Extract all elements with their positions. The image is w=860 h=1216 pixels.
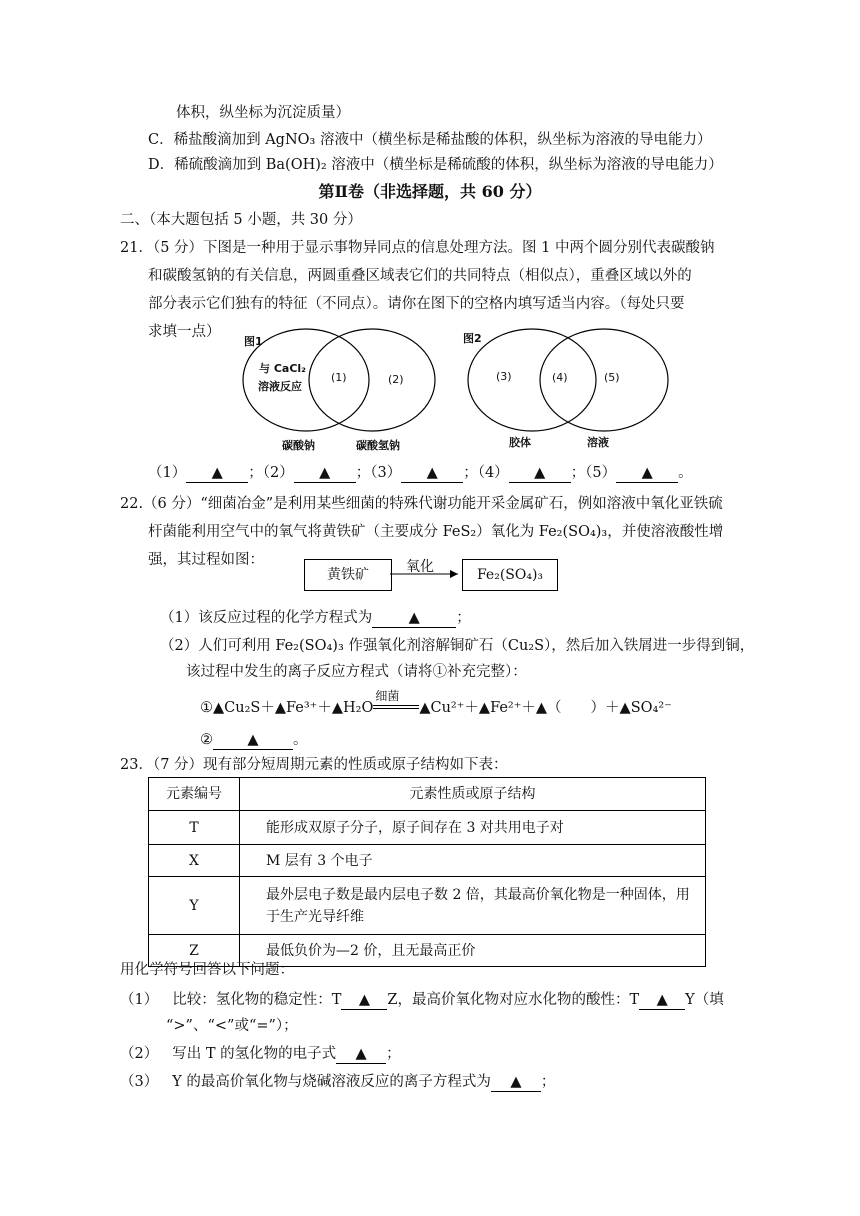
answer-blank-5[interactable]: ▲	[616, 464, 678, 483]
element-code: Z	[149, 935, 240, 967]
part-heading: 二、（本大题包括 5 小题，共 30 分）	[120, 212, 362, 228]
element-code: X	[149, 845, 240, 877]
table-row	[149, 877, 706, 935]
option-d: D．稀硫酸滴加到 Ba(OH)₂ 溶液中（横坐标是稀硫酸的体积，纵坐标为溶液的导电能力）	[148, 157, 723, 173]
fig2-mid: (4)	[552, 371, 568, 384]
acidity-blank[interactable]: ▲	[639, 991, 685, 1010]
q21-line3: 部分表示它们独有的特征（不同点）。请你在图下的空格内填写适当内容。（每处只要	[148, 296, 685, 312]
header-code: 元素编号	[149, 778, 240, 811]
electron-formula-blank[interactable]: ▲	[336, 1045, 386, 1064]
fig2-title: 图2	[463, 332, 482, 345]
prev-option-text: 体积，纵坐标为沉淀质量）	[176, 105, 350, 121]
q22-sub2-line2: 该过程中发生的离子反应方程式（请将①补充完整）：	[186, 664, 527, 680]
flow-arrow-label: 氧化	[406, 559, 434, 575]
fig2-right: (5)	[604, 371, 620, 384]
equation-blank[interactable]: ▲	[372, 609, 456, 628]
table-header	[149, 778, 706, 811]
flow-box-pyrite: 黄铁矿	[304, 559, 392, 591]
ionic-equation: ①▲Cu₂S＋▲Fe³⁺＋▲H₂O 细菌 ▲Cu²⁺＋▲Fe²⁺＋▲（ ）＋▲SO₄²⁻	[200, 689, 672, 716]
coef-mark[interactable]: ▲	[535, 700, 548, 716]
equation-2-blank[interactable]: ▲	[213, 731, 293, 750]
element-code: Y	[149, 877, 240, 935]
flow-box-product: Fe₂(SO₄)₃	[462, 559, 558, 591]
fig2-label-right: 溶液	[587, 436, 609, 449]
fig2-label-left: 胶体	[509, 436, 531, 449]
fig1-label-right: 碳酸氢钠	[356, 439, 400, 452]
element-table	[148, 777, 706, 967]
element-desc: 能形成双原子分子，原子间存在 3 对共用电子对	[240, 811, 706, 845]
answer-blank-3[interactable]: ▲	[401, 464, 463, 483]
fig1-left-text1: 与 CaCl₂	[259, 362, 306, 375]
element-code: T	[149, 811, 240, 845]
fig1-label-left: 碳酸钠	[282, 439, 315, 452]
coef-mark[interactable]: ▲	[419, 700, 431, 716]
q21-line2: 和碳酸氢钠的有关信息，两圆重叠区域表它们的共同特点（相似点），重叠区域以外的	[148, 268, 692, 284]
q22-sub2-line1: （2）人们可利用 Fe₂(SO₄)₃ 作强氧化剂溶解铜矿石（Cu₂S），然后加入铁屑进一步得到铜，	[160, 638, 755, 654]
q22-sub1: （1）该反应过程的化学方程式为 ▲ ；	[160, 610, 471, 626]
element-desc: 最低负价为—2 价，且无最高正价	[240, 935, 706, 967]
reaction-condition: 细菌	[373, 699, 419, 717]
answer-blank-2[interactable]: ▲	[294, 464, 356, 483]
ionic-equation-blank[interactable]: ▲	[491, 1073, 541, 1092]
q23-sub1: （1） 比较：氢化物的稳定性：T ▲ Z，最高价氧化物对应水化物的酸性：T ▲ Y（填	[120, 992, 724, 1008]
q21-line4: 求填一点）	[148, 324, 221, 340]
option-c: C．稀盐酸滴加到 AgNO₃ 溶液中（横坐标是稀盐酸的体积，纵坐标为溶液的导电能力）	[148, 132, 712, 148]
fig1-mid: (1)	[331, 371, 347, 384]
q21-blanks: （1） ▲ ；（2） ▲ ；（3） ▲ ；（4） ▲ ；（5） ▲ 。	[148, 465, 693, 481]
table-row	[149, 845, 706, 877]
q23-sub1-line2: “>”、“<”或“=”）；	[166, 1018, 298, 1034]
venn-diagram-2	[462, 326, 680, 436]
q22-line3: 强，其过程如图：	[148, 552, 264, 568]
q21-line1: 21．（5 分）下图是一种用于显示事物异同点的信息处理方法。图 1 中两个圆分别代表碳酸钠	[120, 240, 715, 256]
equation-2: ② ▲ 。	[200, 732, 308, 748]
coef-mark[interactable]: ▲	[274, 700, 286, 716]
q22-line1: 22.（6 分）“细菌冶金”是利用某些细菌的特殊代谢功能开采金属矿石，例如溶液中氧化亚铁硫	[120, 496, 723, 512]
element-desc: M 层有 3 个电子	[240, 845, 706, 877]
coef-mark[interactable]: ▲	[478, 700, 491, 716]
fig2-left: (3)	[496, 370, 512, 383]
fig1-right: (2)	[388, 373, 404, 386]
coef-mark[interactable]: ▲	[331, 700, 343, 716]
answer-blank-4[interactable]: ▲	[509, 464, 571, 483]
section-title: 第Ⅱ卷（非选择题，共 60 分）	[318, 182, 542, 201]
coef-mark[interactable]: ▲	[213, 700, 225, 716]
fig1-left-text2: 溶液反应	[258, 380, 302, 393]
coef-mark[interactable]: ▲	[619, 700, 631, 716]
header-desc: 元素性质或原子结构	[240, 778, 706, 811]
q23-sub3: （3） Y 的最高价氧化物与烧碱溶液反应的离子方程式为 ▲ ；	[120, 1074, 556, 1090]
q22-line2: 杆菌能利用空气中的氧气将黄铁矿（主要成分 FeS₂）氧化为 Fe₂(SO₄)₃，并使溶液酸性增	[148, 524, 724, 540]
q23-sub2: （2） 写出 T 的氢化物的电子式 ▲ ；	[120, 1046, 401, 1062]
element-desc: 最外层电子数是最内层电子数 2 倍，其最高价氧化物是一种固体，用于生产光导纤维	[240, 877, 706, 935]
q23-line1: 23．（7 分）现有部分短周期元素的性质或原子结构如下表：	[120, 757, 508, 773]
q23-intro: 用化学符号回答以下问题：	[120, 962, 294, 978]
answer-blank-1[interactable]: ▲	[186, 464, 248, 483]
table-row	[149, 811, 706, 845]
stability-blank[interactable]: ▲	[341, 991, 387, 1010]
fig1-title: 图1	[244, 335, 263, 348]
